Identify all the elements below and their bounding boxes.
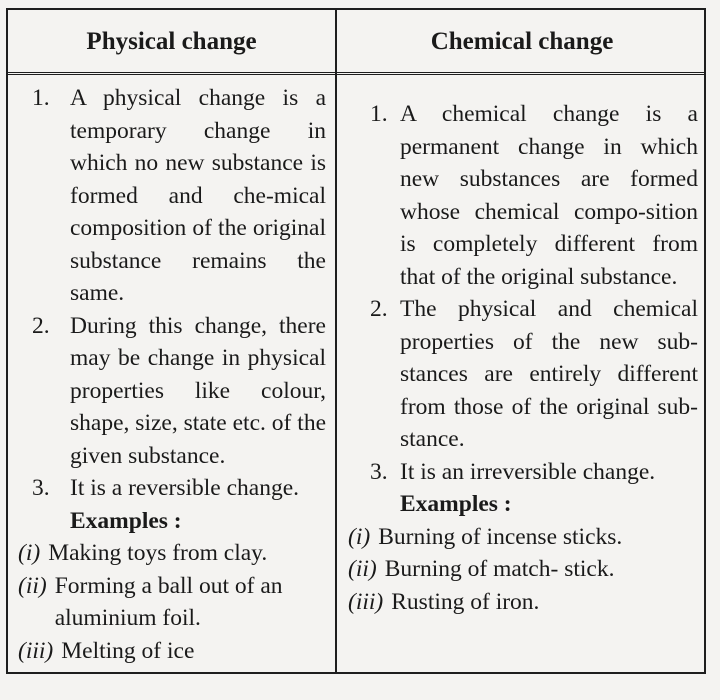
physical-point-2	[18, 310, 326, 473]
physical-examples-heading: Examples :	[70, 507, 182, 534]
example-text: Making toys from clay.	[48, 540, 268, 566]
example-number: (i)	[18, 540, 41, 566]
chemical-change-column	[348, 98, 698, 618]
point-number: 1.	[32, 85, 50, 111]
example-text: Forming a ball out of an aluminium foil.	[54, 572, 283, 631]
chemical-change-header: Chemical change	[430, 28, 614, 55]
point-text: During this change, there may be change in physical properties like colour, shape, size, state etc. of the given substance.	[70, 312, 326, 469]
point-text: The physical and chemical properties of the new sub-stances are entirely different from those of the original sub-stance.	[400, 296, 698, 452]
comparison-table	[6, 8, 706, 674]
point-number: 3.	[370, 458, 388, 485]
point-text: A physical change is a temporary change in which no new substance is formed and che-mical composition of the original substance remains the same.	[70, 85, 326, 306]
example-number: (iii)	[348, 588, 384, 615]
example-number: (i)	[348, 523, 371, 550]
point-number: 1.	[370, 101, 388, 127]
example-number: (ii)	[348, 556, 377, 582]
example-text: Rusting of iron.	[391, 588, 540, 615]
example-text: Burning of match- stick.	[384, 556, 615, 582]
chemical-example-2	[348, 553, 698, 586]
header-divider	[8, 72, 704, 75]
physical-change-header: Physical change	[86, 28, 257, 55]
point-number: 2.	[32, 312, 50, 339]
column-divider	[335, 10, 337, 672]
example-number: (iii)	[18, 637, 54, 664]
point-text: It is a reversible change.	[70, 475, 300, 501]
point-text: It is an irreversible change.	[400, 458, 656, 485]
physical-point-3	[18, 472, 326, 505]
point-number: 3.	[32, 475, 50, 501]
chemical-examples-heading: Examples :	[400, 491, 512, 517]
point-text: A chemical change is a permanent change in which new substances are formed whose chemical compo-sition is completely different from that of the original substance.	[400, 101, 698, 290]
physical-point-1	[18, 82, 326, 310]
example-text: Burning of incense sticks.	[378, 523, 623, 550]
physical-example-2	[18, 570, 326, 635]
example-text: Melting of ice	[61, 637, 195, 664]
chemical-example-1	[348, 521, 698, 554]
chemical-point-1	[348, 98, 698, 293]
example-number: (ii)	[18, 572, 47, 599]
point-number: 2.	[370, 296, 388, 322]
physical-example-3	[18, 635, 326, 668]
physical-example-1	[18, 537, 326, 570]
chemical-example-3	[348, 586, 698, 619]
physical-change-column	[18, 82, 326, 667]
chemical-point-3	[348, 456, 698, 489]
chemical-point-2	[348, 293, 698, 456]
